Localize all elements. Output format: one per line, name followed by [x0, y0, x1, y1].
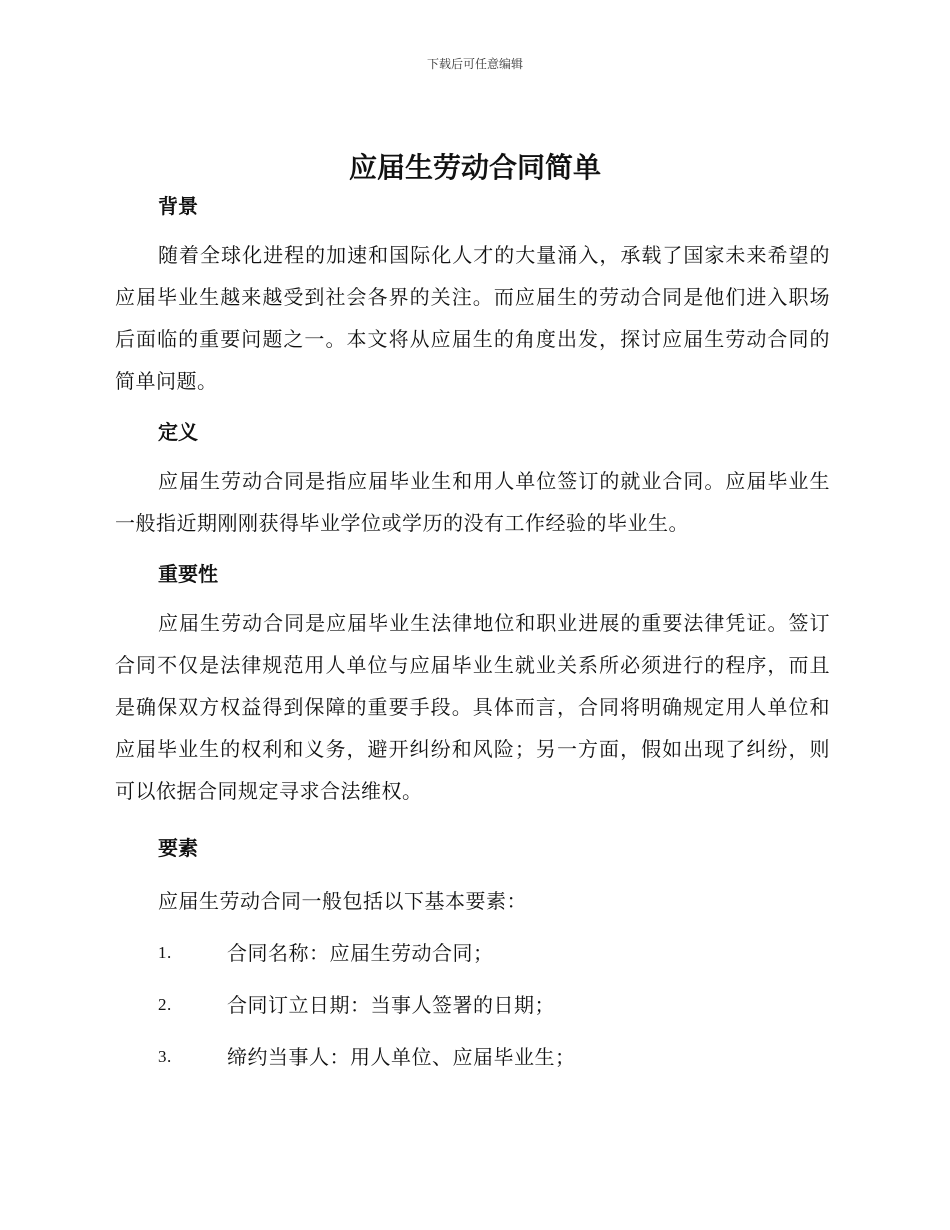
list-text: 合同名称：应届生劳动合同；	[227, 941, 494, 965]
section-elements	[115, 830, 830, 1078]
section-definition	[115, 414, 830, 544]
document-title: 应届生劳动合同简单	[348, 151, 601, 184]
paragraph: 应届生劳动合同一般包括以下基本要素：	[158, 889, 527, 913]
section-heading: 重要性	[158, 562, 218, 586]
paragraph: 随着全球化进程的加速和国际化人才的大量涌入，承载了国家未来希望的应届毕业生越来越受到社会各界的关注。而应届生的劳动合同是他们进入职场后面临的重要问题之一。本文将从应届生的角度出发，探讨应届生劳动合同的简单问题。	[115, 243, 830, 393]
section-heading: 定义	[158, 420, 198, 444]
section-background	[115, 188, 830, 402]
list-number: 2.	[158, 995, 172, 1014]
header-note: 下载后可任意编辑	[426, 57, 523, 71]
section-importance	[115, 556, 830, 812]
paragraph: 应届生劳动合同是指应届毕业生和用人单位签订的就业合同。应届毕业生一般指近期刚刚获得毕业学位或学历的没有工作经验的毕业生。	[115, 469, 830, 535]
list-number: 1.	[158, 943, 172, 962]
list-item	[115, 1036, 830, 1078]
paragraph: 应届生劳动合同是应届毕业生法律地位和职业进展的重要法律凭证。签订合同不仅是法律规范用人单位与应届毕业生就业关系所必须进行的程序，而且是确保双方权益得到保障的重要手段。具体而言，合同将明确规定用人单位和应届毕业生的权利和义务，避开纠纷和风险；另一方面，假如出现了纠纷，则可以依据合同规定寻求合法维权。	[115, 611, 830, 803]
document-body	[115, 188, 830, 1078]
list-text: 合同订立日期：当事人签署的日期；	[227, 993, 555, 1017]
list-text: 缔约当事人：用人单位、应届毕业生；	[227, 1045, 576, 1069]
list-number: 3.	[158, 1047, 172, 1066]
section-heading: 要素	[158, 836, 198, 860]
list-item	[115, 984, 830, 1026]
list-item	[115, 932, 830, 974]
section-heading: 背景	[158, 194, 198, 218]
